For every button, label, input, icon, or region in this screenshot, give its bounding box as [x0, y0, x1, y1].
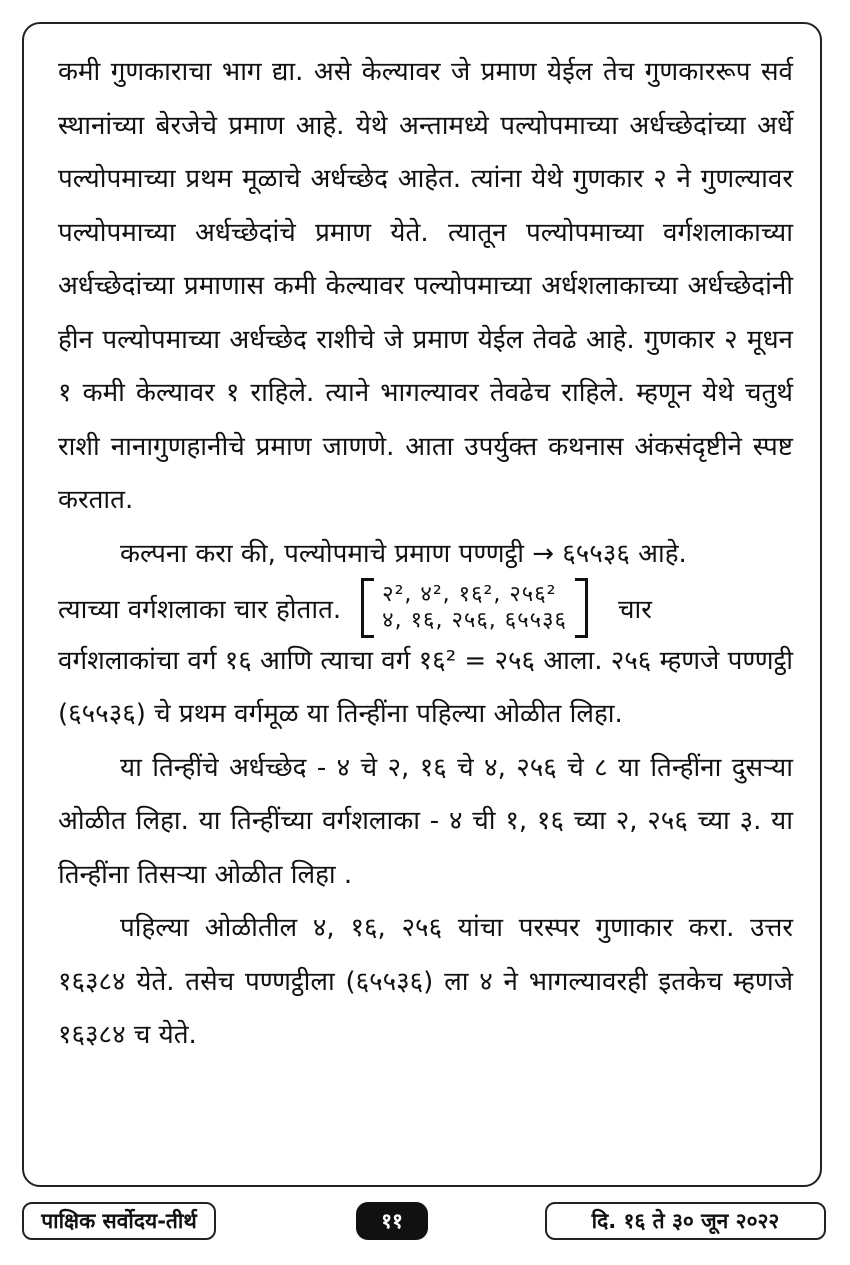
matrix-rows: [374, 578, 575, 638]
page-content: [58, 46, 793, 1063]
matrix-row-squares: २², ४², १६², २५६²: [382, 581, 557, 607]
paragraph-4: पहिल्या ओळीतील ४, १६, २५६ यांचा परस्पर गुणाकार करा. उत्तर १६३८४ येते. तसेच पण्णट्ठीला (६५५३६) ला ४ ने भागल्यावरही इतकेच म्हणजे १६३८४ च येते.: [58, 913, 793, 1050]
square-matrix: [361, 578, 588, 638]
footer-publication: पाक्षिक सर्वोदय-तीर्थ: [22, 1202, 216, 1240]
paragraph-3: या तिन्हींचे अर्धच्छेद - ४ चे २, १६ चे ४, २५६ चे ८ या तिन्हींना दुसऱ्या ओळीत लिहा. या तिन्हींच्या वर्गशलाका - ४ ची १, १६ च्या २, २५६ च्या ३. या तिन्हींना तिसऱ्या ओळीत लिहा .: [58, 752, 793, 890]
matrix-line-suffix: चार: [617, 594, 652, 625]
paragraph-2-line-1: कल्पना करा की, पल्योपमाचे प्रमाण पण्णट्ठी → ६५५३६ आहे.: [120, 538, 687, 569]
footer-page-number: ११: [356, 1202, 428, 1240]
footer-date: दि. १६ ते ३० जून २०२२: [545, 1202, 826, 1240]
matrix-line-prefix: त्याच्या वर्गशलाका चार होतात.: [58, 594, 342, 625]
paragraph-1: कमी गुणकाराचा भाग द्या. असे केल्यावर जे प्रमाण येईल तेच गुणकाररूप सर्व स्थानांच्या बेरजेचे प्रमाण आहे. येथे अन्तामध्ये पल्योपमाच्या अर्धच्छेदांच्या अर्धे पल्योपमाच्या प्रथम मूळाचे अर्धच्छेद आहेत. त्यांना येथे गुणकार २ ने गुणल्यावर पल्योपमाच्या अर्धच्छेदांचे प्रमाण येते. त्यातून पल्योपमाच्या वर्गशलाकाच्या अर्धच्छेदांच्या प्रमाणास कमी केल्यावर पल्योपमाच्या अर्धशलाकाच्या अर्धच्छेदांनी हीन पल्योपमाच्या अर्धच्छेद राशीचे जे प्रमाण येईल तेवढे आहे. गुणकार २ मूधन १ कमी केल्यावर १ राहिले. त्याने भागल्यावर तेवढेच राहिले. म्हणून येथे चतुर्थ राशी नानागुणहानीचे प्रमाण जाणणे. आता उपर्युक्त कथनास अंकसंदृष्टीने स्पष्ट करतात.: [58, 57, 793, 515]
paragraph-2-matrix-line: [58, 581, 793, 635]
right-bracket: [575, 578, 588, 638]
left-bracket: [361, 578, 374, 638]
paragraph-2-rest: वर्गशलाकांचा वर्ग १६ आणि त्याचा वर्ग १६² = २५६ आला. २५६ म्हणजे पण्णट्ठी (६५५३६) चे प्रथम वर्गमूळ या तिन्हींना पहिल्या ओळीत लिहा.: [58, 645, 793, 729]
matrix-row-values: ४, १६, २५६, ६५५३६: [382, 607, 567, 633]
